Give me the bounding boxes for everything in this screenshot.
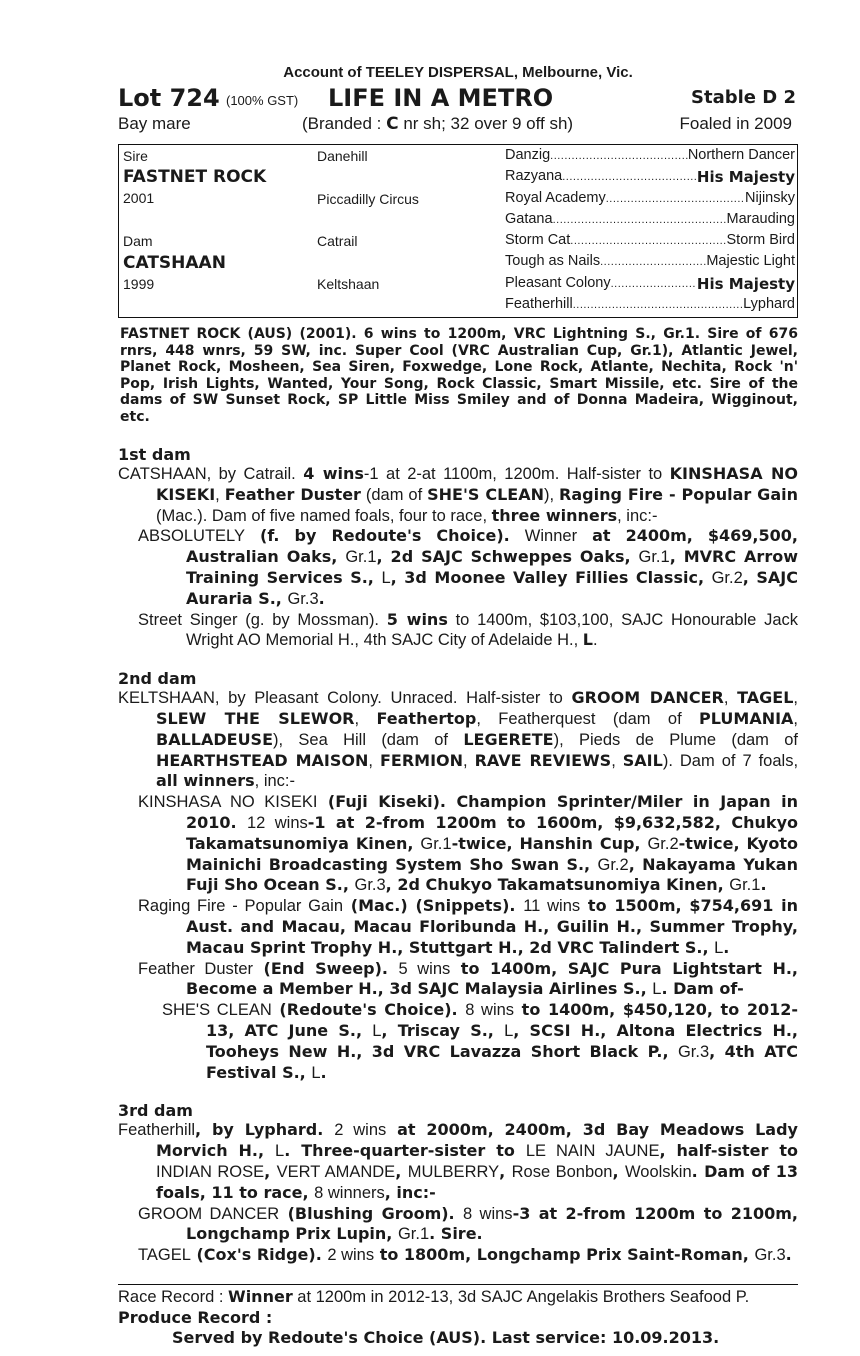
- produce-record-text: Served by Redoute's Choice (AUS). Last service: 10.09.2013.: [172, 1327, 720, 1347]
- dam-year: 1999: [123, 276, 155, 292]
- horse-sex: Bay mare: [118, 114, 191, 133]
- lot-line: [118, 84, 798, 114]
- ancestor-row: Storm Cat ..... Storm Bird: [505, 232, 795, 248]
- second-dam-progeny: Raging Fire - Popular Gain (Mac.) (Snippets). 11 wins to 1500m, $754,691 in Aust. and Macau, Macau Floribunda H., Guilin H., Summer Trophy, Macau Sprint Trophy H., Stuttgart H., 2d VRC Talindert S., L.: [138, 896, 798, 957]
- sire-label: Sire: [123, 148, 148, 164]
- pedigree-table: [118, 144, 798, 318]
- ancestor-row: Danzig ..... Northern Dancer: [505, 147, 795, 163]
- dam-name: CATSHAAN: [123, 253, 226, 273]
- second-dam-grandprogeny: SHE'S CLEAN (Redoute's Choice). 8 wins to 1400m, $450,120, to 2012-13, ATC June S., L, Triscay S., L, SCSI H., Altona Electrics H., Tooheys New H., 3d VRC Lavazza Short Black P., Gr.3, 4th ATC Festival S., L.: [162, 1000, 799, 1082]
- ancestor-row: Gatana ..... Marauding: [505, 211, 795, 227]
- sire-year: 2001: [123, 190, 155, 206]
- ancestor-row: Razyana ..... His Majesty: [505, 168, 795, 186]
- ancestor-row: Pleasant Colony ..... His Majesty: [505, 275, 795, 293]
- stable-location: Stable D 2: [691, 87, 796, 108]
- ancestor-row: Royal Academy ..... Nijinsky: [505, 190, 795, 206]
- first-dam-progeny: Street Singer (g. by Mossman). 5 wins to 1400m, $103,100, SAJC Honourable Jack Wright AO Memorial H., 4th SAJC City of Adelaide H., L.: [138, 609, 798, 650]
- lot-number: Lot 724: [118, 84, 220, 112]
- ancestor-row: Featherhill ..... Lyphard: [505, 296, 795, 312]
- dam-label: Dam: [123, 233, 153, 249]
- ancestor-row: Tough as Nails ..... Majestic Light: [505, 253, 795, 269]
- first-dam-text: CATSHAAN, by Catrail. 4 wins-1 at 2-at 1100m, 1200m. Half-sister to KINSHASA NO KISEKI, Feather Duster (dam of SHE'S CLEAN), Raging Fire - Popular Gain (Mac.). Dam of five named foals, four to race, three winners, inc:-: [118, 464, 798, 525]
- second-dam-text: KELTSHAAN, by Pleasant Colony. Unraced. Half-sister to GROOM DANCER, TAGEL, SLEW THE SLEWOR, Feathertop, Featherquest (dam of PLUMANIA, BALLADEUSE), Sea Hill (dam of LEGERETE), Pieds de Plume (dam of HEARTHSTEAD MAISON, FERMION, RAVE REVIEWS, SAIL). Dam of 7 foals, all winners, inc:-: [118, 688, 799, 791]
- gst-note: (100% GST): [226, 93, 299, 108]
- third-dam-progeny: GROOM DANCER (Blushing Groom). 8 wins-3 at 2-from 1200m to 2100m, Longchamp Prix Lupin, Gr.1. Sire.: [138, 1203, 799, 1244]
- dam-sire: Catrail: [317, 233, 358, 249]
- sire-summary: FASTNET ROCK (AUS) (2001). 6 wins to 1200m, VRC Lightning S., Gr.1. Sire of 676 rnrs, 448 wnrs, 59 SW, inc. Super Cool (VRC Australian Cup, Gr.1), Atlantic Jewel, Planet Rock, Mosheen, Sea Siren, Foxwedge, Lone Rock, Atlante, Nechita, Rock 'n' Pop, Irish Lights, Wanted, Your Song, Rock Classic, Smart Missile, etc. Sire of the dams of SW Sunset Rock, SP Little Miss Smiley and of Donna Madeira, Wigginout, etc.: [120, 326, 798, 425]
- horse-description: [118, 114, 798, 142]
- second-dam-heading: 2nd dam: [118, 669, 197, 689]
- third-dam-text: Featherhill, by Lyphard. 2 wins at 2000m, 2400m, 3d Bay Meadows Lady Morvich H., L. Three-quarter-sister to LE NAIN JAUNE, half-sister to INDIAN ROSE, VERT AMANDE, MULBERRY, Rose Bonbon, Woolskin. Dam of 13 foals, 11 to race, 8 winners, inc:-: [118, 1120, 798, 1202]
- foaled-year: Foaled in 2009: [679, 114, 792, 133]
- first-dam-progeny: ABSOLUTELY (f. by Redoute's Choice). Winner at 2400m, $469,500, Australian Oaks, Gr.1, 2d SAJC Schweppes Oaks, Gr.1, MVRC Arrow Training Services S., L, 3d Moonee Valley Fillies Classic, Gr.2, SAJC Auraria S., Gr.3.: [138, 526, 799, 608]
- account-line: Account of TEELEY DISPERSAL, Melbourne, Vic.: [283, 64, 633, 81]
- brand-info: (Branded : C nr sh; 32 over 9 off sh): [302, 114, 574, 134]
- third-dam-heading: 3rd dam: [118, 1101, 193, 1121]
- dam-dam: Keltshaan: [317, 276, 380, 292]
- sire-dam: Piccadilly Circus: [317, 191, 419, 207]
- second-dam-progeny: KINSHASA NO KISEKI (Fuji Kiseki). Champion Sprinter/Miler in Japan in 2010. 12 wins-1 at 2-from 1200m to 1600m, $9,632,582, Chukyo Takamatsunomiya Kinen, Gr.1-twice, Hanshin Cup, Gr.2-twice, Kyoto Mainichi Broadcasting System Sho Swan S., Gr.2, Nakayama Yukan Fuji Sho Ocean S., Gr.3, 2d Chukyo Takamatsunomiya Kinen, Gr.1.: [138, 792, 799, 895]
- race-record: Race Record : Winner at 1200m in 2012-13, 3d SAJC Angelakis Brothers Seafood P.: [118, 1286, 750, 1306]
- second-dam-progeny: Feather Duster (End Sweep). 5 wins to 1400m, SAJC Pura Lightstart H., Become a Member H., 3d SAJC Malaysia Airlines S., L. Dam of-: [138, 958, 799, 999]
- catalogue-page: [118, 60, 798, 1348]
- brand-mark: C: [386, 114, 399, 134]
- horse-name: LIFE IN A METRO: [328, 84, 554, 112]
- sire-sire: Danehill: [317, 148, 368, 164]
- third-dam-progeny: TAGEL (Cox's Ridge). 2 wins to 1800m, Longchamp Prix Saint-Roman, Gr.3.: [138, 1245, 792, 1265]
- sire-name: FASTNET ROCK: [123, 167, 267, 187]
- produce-record-label: Produce Record :: [118, 1307, 273, 1327]
- first-dam-heading: 1st dam: [118, 445, 191, 464]
- divider: [118, 1284, 798, 1285]
